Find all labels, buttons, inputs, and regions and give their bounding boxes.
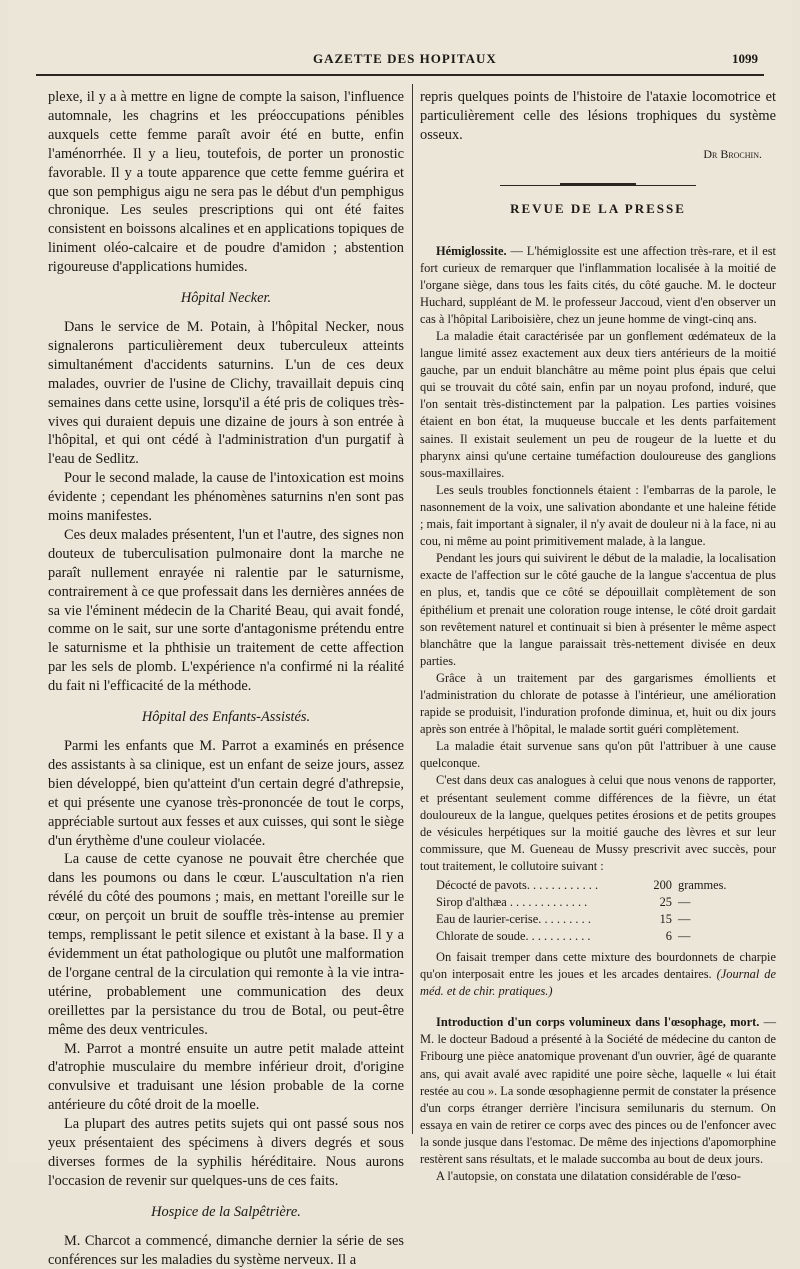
paragraph: La maladie était survenue sans qu'on pût l'attribuer à une cause quelconque.	[420, 739, 776, 771]
ornament-bar	[560, 183, 636, 186]
article-title: Introduction d'un corps volumineux dans l'œsophage, mort.	[436, 1015, 760, 1030]
section-heading-necker: Hôpital Necker.	[180, 290, 272, 307]
source-citation: (Journal de méd. et de chir. pratiques.)	[420, 967, 776, 999]
ingredient: Eau de laurier-cerise. . . . . . . . .	[436, 912, 591, 926]
article-text: — M. le docteur Badoud a présenté à la Société de médecine du canton de Fribourg une pièce anatomique provenant d'un ouvrier, âgé de quarante ans, qui avait avalé avec rapidité une poire sèche, laquelle « lui était restée au cou ». La sonde œsophagienne permit de constater la présence d'un corps étranger derrière l'incisura semilunaris du sternum. On essaya en vain de retirer ce corps avec des pinces ou de l'enfoncer avec la sonde jusque dans l'estomac. De même des injections d'apomorphine restèrent sans résultats, et le malade succomba au bout de deux jours.	[420, 1015, 776, 1167]
paragraph: Les seuls troubles fonctionnels étaient : l'embarras de la parole, le nasonnement de la voix, une salivation abondante et une haleine fétide ; mais, fait important à signaler, il n'y avait de douleur ni à la face, ni au cou, ni même au point primitivement malade, à la langue.	[420, 482, 776, 549]
paragraph: M. Charcot a commencé, dimanche dernier la série de ses conférences sur les maladies du système nerveux. Il a	[48, 1232, 404, 1268]
article-title: Hémiglossite.	[436, 243, 507, 258]
press-review-body	[420, 243, 776, 1186]
paragraph: Pour le second malade, la cause de l'intoxication est moins évidente ; cependant les phénomènes saturnins n'en sont pas moins manifestes.	[48, 470, 404, 525]
left-column	[48, 88, 404, 1269]
press-review-heading: REVUE DE LA PRESSE	[510, 200, 686, 216]
column-divider	[412, 84, 413, 1134]
prescription-row	[436, 928, 727, 945]
unit: grammes.	[678, 878, 727, 892]
paragraph: La maladie était caractérisée par un gonflement œdémateux de la langue limité assez exactement aux deux tiers antérieurs de la moitié gauche, par un enduit blanchâtre au même point plus épais que celui qui se trouvait du côté sain, enfin par un noyau profond, induré, que l'on sentait très-distinctement par la palpation. Les parties voisines étaient en bon état, la muqueuse buccale et les dents parfaitement saines. Il existait seulement un peu de rougeur de la luette et du pharynx ainsi qu'une certaine tuméfaction douloureuse des ganglions sous-maxillaires.	[420, 329, 776, 480]
article-oesophage	[420, 1014, 776, 1168]
article-hemiglossite	[420, 243, 776, 328]
quantity: 200	[653, 878, 672, 892]
right-column	[420, 88, 776, 1185]
paragraph: Parmi les enfants que M. Parrot a examinés en présence des assistants à sa clinique, est un enfant de seize jours, assez bien développé, bien qu'atteint d'un certain degré d'athrepsie, et qui présente une cyanose très-prononcée de tout le corps, appréciable surtout aux fesses et aux cuisses, qui sont le siège d'un érythème d'une couleur violacée.	[48, 738, 404, 849]
prescription-row	[436, 877, 727, 894]
ingredient: Décocté de pavots. . . . . . . . . . . .	[436, 878, 599, 892]
unit: —	[678, 912, 691, 926]
page-header	[8, 40, 792, 70]
section-heading-salpetriere: Hospice de la Salpêtrière.	[151, 1203, 301, 1220]
paragraph: Ces deux malades présentent, l'un et l'autre, des signes non douteux de tuberculisation pulmonaire dont la marche ne paraît nullement enrayée ni ralentie par le saturnisme, contrairement à ce que professait dans les dernières années de sa vie l'éminent médecin de la Charité Beau, qui avait fondé, comme on le sait, sur une sorte d'antagonisme prétendu entre le saturnisme et la phthisie un traitement de cette affection par les sels de plomb. L'expérience n'a confirmé ni la réalité du fait ni l'efficacité de la méthode.	[48, 526, 405, 695]
journal-title: GAZETTE DES HOPITAUX	[313, 51, 497, 66]
unit: —	[678, 929, 691, 943]
newspaper-page	[8, 0, 792, 1268]
article-text: — L'hémiglossite est une affection très-rare, et il est fort curieux de remarquer que l'inflammation localisée à la moitié de l'organe siège, dans tous les faits cités, du côté gauche. M. le docteur Huchard, suppléant de M. le professeur Jaccoud, vient d'en observer un cas à l'hôpital Lariboisière, chez un jeune homme de vingt-cinq ans.	[420, 243, 776, 326]
paragraph: La plupart des autres petits sujets qui ont passé sous nos yeux présentaient des spécimens à divers degrés et sous diverses formes de la syphilis héréditaire. Nous aurons l'occasion de revenir sur quelques-uns de ces faits.	[48, 1116, 404, 1189]
paragraph: Grâce à un traitement par des gargarismes émollients et l'administration du chlorate de potasse à l'intérieur, une amélioration rapide se produisit, l'induration profonde diminua, et, huit ou dix jours après son entrée à l'hôpital, le malade sortit guéri complètement.	[420, 670, 776, 737]
paragraph	[420, 949, 776, 1000]
prescription-table	[436, 877, 727, 945]
section-ornament	[420, 178, 776, 192]
ingredient: Sirop d'althæa . . . . . . . . . . . . .	[436, 895, 588, 909]
quantity: 25	[659, 895, 672, 909]
header-rule	[36, 74, 764, 76]
quantity: 15	[659, 912, 672, 926]
paragraph: plexe, il y a à mettre en ligne de compte la saison, l'influence automnale, les chagrins et les préoccupations pénibles auxquels cette femme paraît avoir été en butte, enfin l'aménorrhée. Il y a lieu, toutefois, de porter un pronostic favorable. Il y a toute apparence que cette femme guérira et que son pemphigus aigu ne sera pas le début d'un pemphigus chronique. Les seules prescriptions qui ont été faites consistent en boissons alcalines et en applications topiques de liniment oléo-calcaire et de poudre d'amidon ; abstention rigoureuse d'applications humides.	[48, 89, 404, 276]
section-heading-enfants-assistes: Hôpital des Enfants-Assistés.	[141, 709, 311, 726]
paragraph: M. Parrot a montré ensuite un autre petit malade atteint d'atrophie musculaire du membre inférieur droit, d'origine convulsive et traduisant une lésion probable de la corne antérieure du côté droit de la moelle.	[48, 1040, 404, 1114]
paragraph: C'est dans deux cas analogues à celui que nous venons de rapporter, et présentant seulement comme différences de la fièvre, un état douloureux de la langue, quelques petites érosions et de petits groupes de vésicules herpétiques sur la moitié gauche des lèvres et sur leur commissure, que M. Gueneau de Mussy prescrivit avec succès, pour tout traitement, le collutoire suivant :	[420, 773, 776, 873]
quantity: 6	[665, 929, 672, 943]
author-signature: Dr Brochin.	[703, 146, 762, 161]
page-number: 1099	[732, 51, 758, 66]
prescription-row	[436, 894, 727, 911]
ingredient: Chlorate de soude. . . . . . . . . . .	[436, 929, 591, 943]
paragraph: Pendant les jours qui suivirent le début de la maladie, la localisation exacte de l'affection sur le côté gauche de la langue s'accentua de plus en plus, et, tandis que ce côté se dépouillait complètement de son épithélium et prenait une coloration rouge intense, le côté droit gardait son revêtement naturel et continuait si bien à présenter le même aspect blanchâtre que la langue paraissait très-nettement divisée en deux parties.	[420, 551, 776, 668]
paragraph: repris quelques points de l'histoire de l'ataxie locomotrice et particulièrement celle des lésions trophiques du système osseux.	[420, 89, 776, 143]
paragraph: Dans le service de M. Potain, à l'hôpital Necker, nous signalerons particulièrement deux tuberculeux atteints simultanément d'accidents saturnins. L'un de ces deux malades, ouvrier de l'usine de Clichy, travaillait depuis cinq semaines dans cette usine, lorsqu'il a été pris de coliques très-vives qui duraient depuis une dizaine de jours à son entrée à l'hôpital, et qui ont cédé à l'administration d'un purgatif à l'eau de Sedlitz.	[48, 318, 404, 468]
paragraph: A l'autopsie, on constata une dilatation considérable de l'œso-	[436, 1169, 741, 1184]
prescription-row	[436, 911, 727, 928]
paragraph: La cause de cette cyanose ne pouvait être cherchée que dans les poumons ou dans le cœur. L'auscultation n'a rien révélé du côté des poumons ; mais, en mettant l'oreille sur le cœur, on perçoit un bruit de souffle très-intense au premier temps, remplissant le petit silence et existant à la base. Il y a évidemment un état pathologique ou plutôt une malformation de l'organe central de la circulation qui remonte à la vie intra-utérine, probablement une communication des deux oreillettes par la persistance du trou de Botal, ou peut-être même des deux ventricules.	[48, 851, 404, 1038]
unit: —	[678, 895, 691, 909]
paragraph-text: On faisait tremper dans cette mixture des bourdonnets de charpie qu'on interposait entre les joues et les arcades dentaires.	[420, 950, 776, 982]
